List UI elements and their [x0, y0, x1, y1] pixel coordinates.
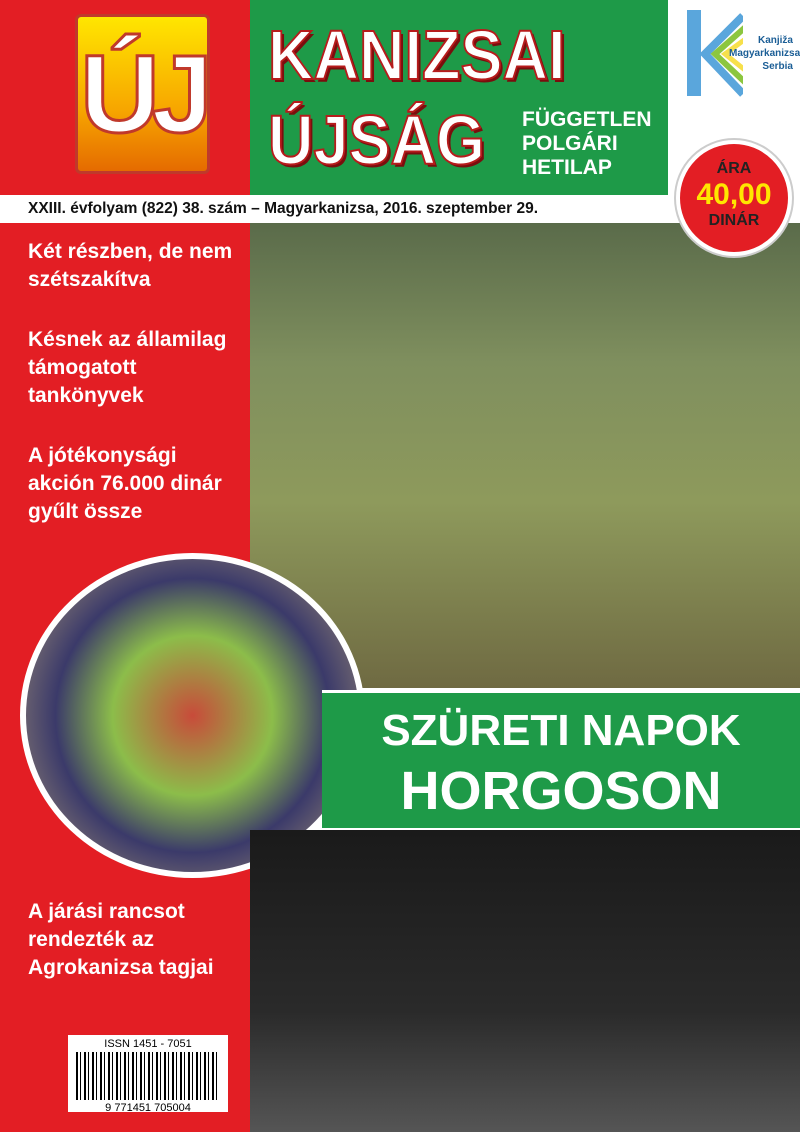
price-value: 40,00	[696, 178, 772, 211]
issue-line: XXIII. évfolyam (822) 38. szám – Magyarkanizsa, 2016. szeptember 29.	[0, 195, 668, 223]
city-name-1: Kanjiža	[757, 35, 793, 46]
headline-2[interactable]: Késnek az államilag támogatott tankönyvek	[28, 328, 227, 407]
uj-logo: ÚJ	[75, 14, 210, 174]
price-currency: DINÁR	[708, 212, 760, 229]
title-kanizsai: KANIZSAI	[268, 16, 566, 94]
tagline-3: HETILAP	[522, 156, 612, 179]
issn-text: ISSN 1451 - 7051	[104, 1038, 192, 1050]
headline-4[interactable]: A járási rancsot rendezték az Agrokanizsa tagjai	[28, 900, 214, 979]
city-name-3: Serbia	[762, 61, 793, 72]
banner-line-2: HORGOSON	[400, 761, 722, 821]
barcode-number: 9 771451 705004	[105, 1102, 191, 1114]
headline-3[interactable]: A jótékonysági akción 76.000 dinár gyűlt össze	[28, 444, 222, 523]
feature-banner[interactable]	[322, 690, 800, 828]
headline-1[interactable]: Két részben, de nem szétszakítva	[28, 240, 233, 291]
city-name-2: Magyarkanizsa	[729, 48, 800, 59]
cover-photo-dancers	[250, 830, 800, 1132]
banner-line-1: SZÜRETI NAPOK	[381, 706, 741, 755]
masthead	[250, 0, 668, 195]
price-label: ÁRA	[716, 160, 752, 177]
barcode	[68, 1035, 228, 1112]
tagline-2: POLGÁRI	[522, 132, 618, 155]
cover-photo-family	[250, 223, 800, 688]
price-badge	[676, 140, 792, 256]
title-ujsag: ÚJSÁG	[268, 101, 486, 179]
barcode-bars	[76, 1052, 220, 1100]
tagline-1: FÜGGETLEN	[522, 108, 652, 131]
city-logo	[683, 6, 800, 101]
